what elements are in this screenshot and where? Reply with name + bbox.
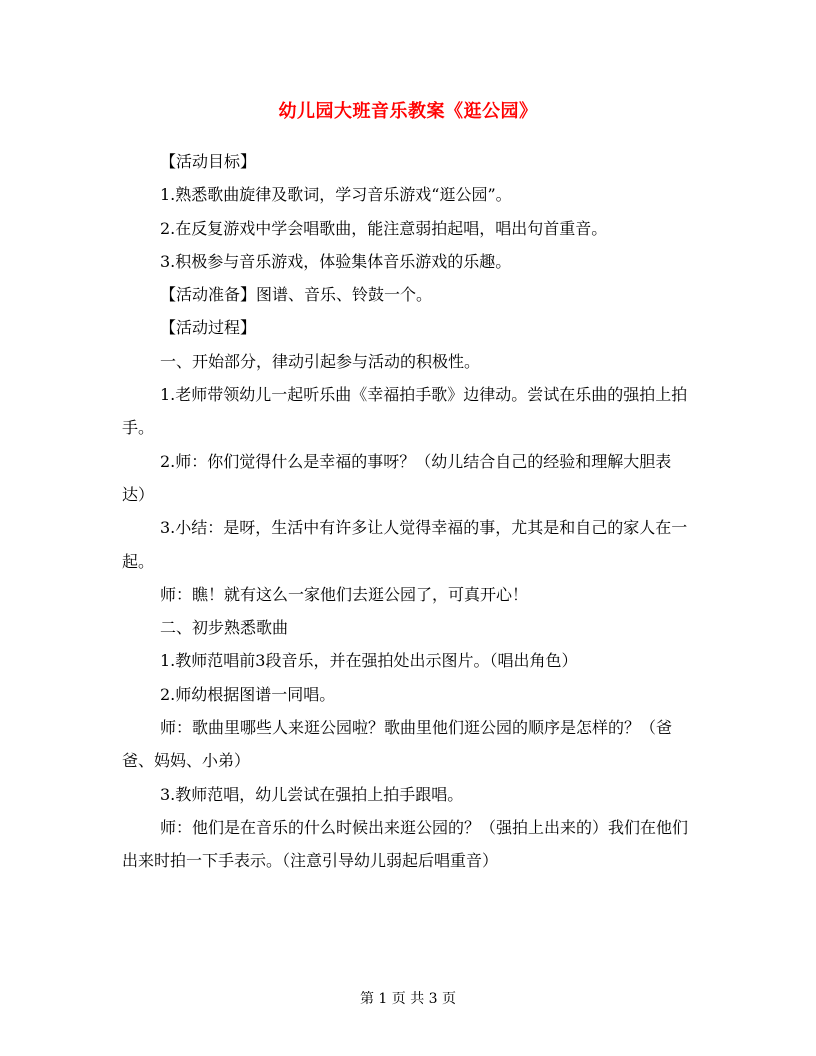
paragraph-step-1-1: 1.老师带领幼儿一起听乐曲《幸福拍手歌》边律动。尝试在乐曲的强拍上拍手。 [122,385,688,438]
paragraph-section-1-heading: 一、开始部分，律动引起参与活动的积极性。 [160,351,481,371]
document-body [122,145,694,878]
document-title: 幼儿园大班音乐教案《逛公园》 [278,101,538,122]
paragraph-section-2-heading: 二、初步熟悉歌曲 [160,618,289,638]
paragraph-teacher-line-1: 师：瞧！就有这么一家他们去逛公园了，可真开心！ [160,584,529,604]
paragraph-activity-goals-heading: 【活动目标】 [160,152,257,171]
paragraph-activity-process-heading: 【活动过程】 [160,318,257,338]
paragraph-step-1-2: 2.师：你们觉得什么是幸福的事呀？（幼儿结合自己的经验和理解大胆表达） [122,451,672,504]
paragraph-goal-2: 2.在反复游戏中学会唱歌曲，能注意弱拍起唱，唱出句首重音。 [160,218,608,238]
paragraph-activity-preparation: 【活动准备】图谱、音乐、铃鼓一个。 [160,285,433,305]
paragraph-step-2-1: 1.教师范唱前3段音乐，并在强拍处出示图片。（唱出角色） [160,651,578,671]
paragraph-step-1-3: 3.小结：是呀，生活中有许多让人觉得幸福的事，尤其是和自己的家人在一起。 [122,518,688,571]
page-footer: 第 1 页 共 3 页 [359,991,457,1007]
paragraph-teacher-line-2: 师：歌曲里哪些人来逛公园啦？歌曲里他们逛公园的顺序是怎样的？（爸爸、妈妈、小弟） [122,718,673,771]
paragraph-teacher-line-3: 师：他们是在音乐的什么时候出来逛公园的？（强拍上出来的）我们在他们出来时拍一下手表示。（注意引导幼儿弱起后唱重音） [122,817,689,871]
paragraph-goal-1: 1.熟悉歌曲旋律及歌词，学习音乐游戏“逛公园”。 [160,185,512,205]
paragraph-step-2-2: 2.师幼根据图谱一同唱。 [160,684,336,704]
paragraph-goal-3: 3.积极参与音乐游戏，体验集体音乐游戏的乐趣。 [160,251,512,271]
paragraph-step-2-3: 3.教师范唱，幼儿尝试在强拍上拍手跟唱。 [160,784,464,804]
